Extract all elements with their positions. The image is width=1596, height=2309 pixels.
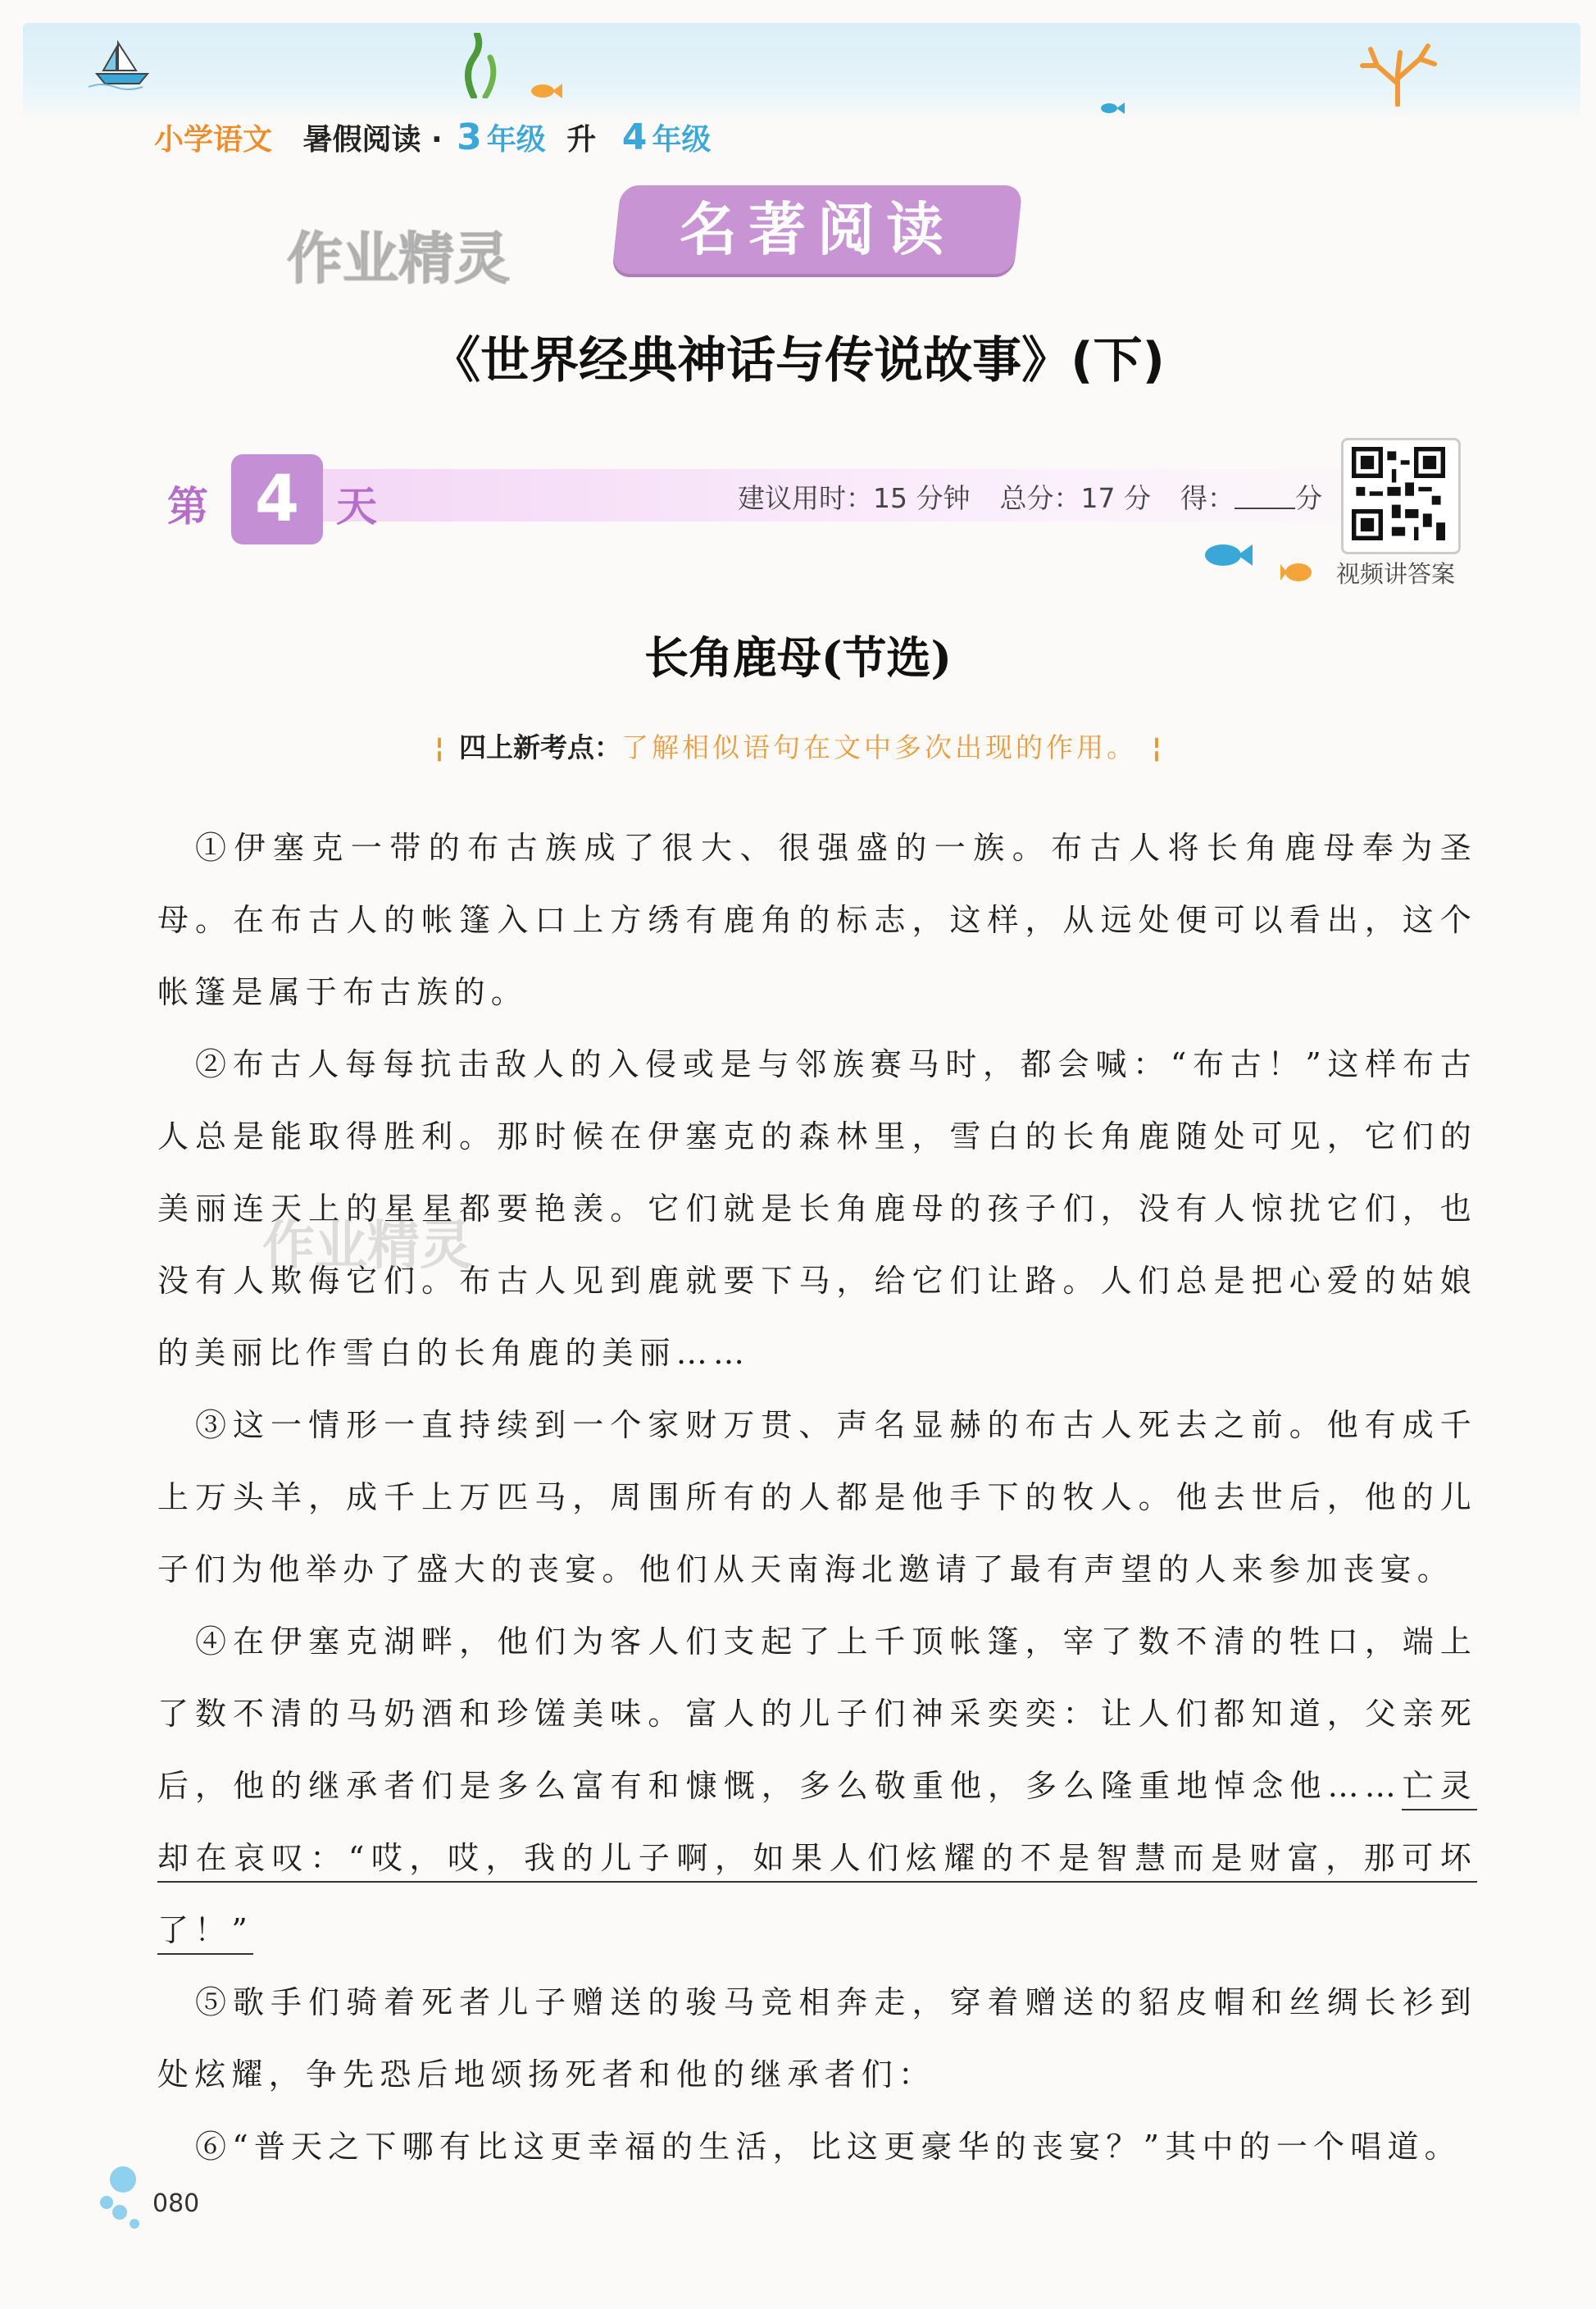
coral-icon (1353, 41, 1443, 107)
paragraph-6: ⑥“普天之下哪有比这更幸福的生活，比这更豪华的丧宴？”其中的一个唱道。 (195, 2129, 1462, 2165)
header-band (23, 23, 1580, 121)
book-label: 暑假阅读 · (302, 123, 443, 157)
score-blank (1235, 485, 1295, 509)
watermark: 作业精灵 (262, 1216, 472, 1277)
score-unit: 分 (1294, 482, 1322, 514)
grade-word: 年级 (486, 123, 546, 157)
running-header (154, 116, 711, 158)
exam-point-label: 四上新考点： (459, 731, 621, 763)
divider: ¦ (434, 731, 444, 763)
grade-to-number: 4 (621, 116, 648, 158)
qr-label: 视频讲答案 (1336, 560, 1456, 588)
fish-icon (1203, 541, 1253, 569)
small-fish-icon (1100, 102, 1125, 115)
up-label: 升 (566, 123, 597, 157)
grade-word: 年级 (652, 123, 712, 157)
score-label: 得： (1180, 482, 1235, 514)
section-banner-text: 名著阅读 (680, 196, 955, 263)
fish-icon (530, 82, 562, 100)
sailboat-icon (85, 36, 159, 93)
paragraph-4 (157, 1605, 1477, 1966)
day-suffix: 天 (336, 483, 377, 531)
article-title: 长角鹿母(节选) (643, 631, 953, 684)
paragraph-2: ②布古人每每抗击敌人的入侵或是与邻族赛马时，都会喊：“布古！”这样布古人总是能取得胜利。那时候在伊塞克的森林里，雪白的长角鹿随处可见，它们的美丽连天上的星星都要艳羡。它们就是长角鹿母的孩子们，没有人惊扰它们，也没有人欺侮它们。布古人见到鹿就要下马，给它们让路。人们总是把心爱的姑娘的美丽比作雪白的长角鹿的美丽…… (157, 1046, 1477, 1371)
article-body (157, 812, 1477, 2183)
section-banner (612, 185, 1022, 274)
day-prefix: 第 (167, 483, 208, 531)
subject-label: 小学语文 (154, 123, 273, 157)
total-score: 总分：17 分 (999, 482, 1151, 514)
qr-code-icon (1350, 447, 1447, 540)
watermark: 作业精灵 (287, 227, 511, 292)
bubbles-icon (95, 2165, 152, 2230)
grade-from-number: 3 (457, 116, 482, 158)
page-number: 080 (152, 2189, 200, 2218)
exam-point-text: 了解相似语句在文中多次出现的作用。 (621, 731, 1137, 763)
day-meta (738, 477, 1322, 516)
paragraph-1: ①伊塞克一带的布古族成了很大、很强盛的一族。布古人将长角鹿母奉为圣母。在布古人的帐篷入口上方绣有鹿角的标志，这样，从远处便可以看出，这个帐篷是属于布古族的。 (157, 830, 1477, 1010)
fish-icon (1280, 561, 1313, 584)
paragraph-5: ⑤歌手们骑着死者儿子赠送的骏马竞相奔走，穿着赠送的貂皮帽和丝绸长衫到处炫耀，争先恐后地颂扬死者和他的继承者们： (157, 1984, 1477, 2093)
seaweed-icon (449, 33, 515, 98)
underlined-sentence: 亡灵却在哀叹：“哎，哎，我的儿子啊，如果人们炫耀的不是智慧而是财富，那可坏了！” (157, 1768, 1477, 1955)
divider: ¦ (1152, 731, 1162, 763)
exam-point (0, 726, 1596, 765)
day-number-badge: 4 (231, 454, 323, 544)
book-title: 《世界经典神话与传说故事》(下) (431, 332, 1165, 389)
paragraph-4-text: ④在伊塞克湖畔，他们为客人们支起了上千顶帐篷，宰了数不清的牲口，端上了数不清的马奶酒和珍馐美味。富人的儿子们神采奕奕：让人们都知道，父亲死后，他的继承者们是多么富有和慷慨，多么敬重他，多么隆重地悼念他…… (157, 1624, 1477, 1804)
paragraph-3: ③这一情形一直持续到一个家财万贯、声名显赫的布古人死去之前。他有成千上万头羊，成千上万匹马，周围所有的人都是他手下的牧人。他去世后，他的儿子们为他举办了盛大的丧宴。他们从天南海北邀请了最有声望的人来参加丧宴。 (157, 1407, 1477, 1587)
suggested-time: 建议用时：15 分钟 (738, 482, 971, 514)
day-header (164, 446, 1459, 553)
qr-code[interactable] (1341, 438, 1461, 554)
